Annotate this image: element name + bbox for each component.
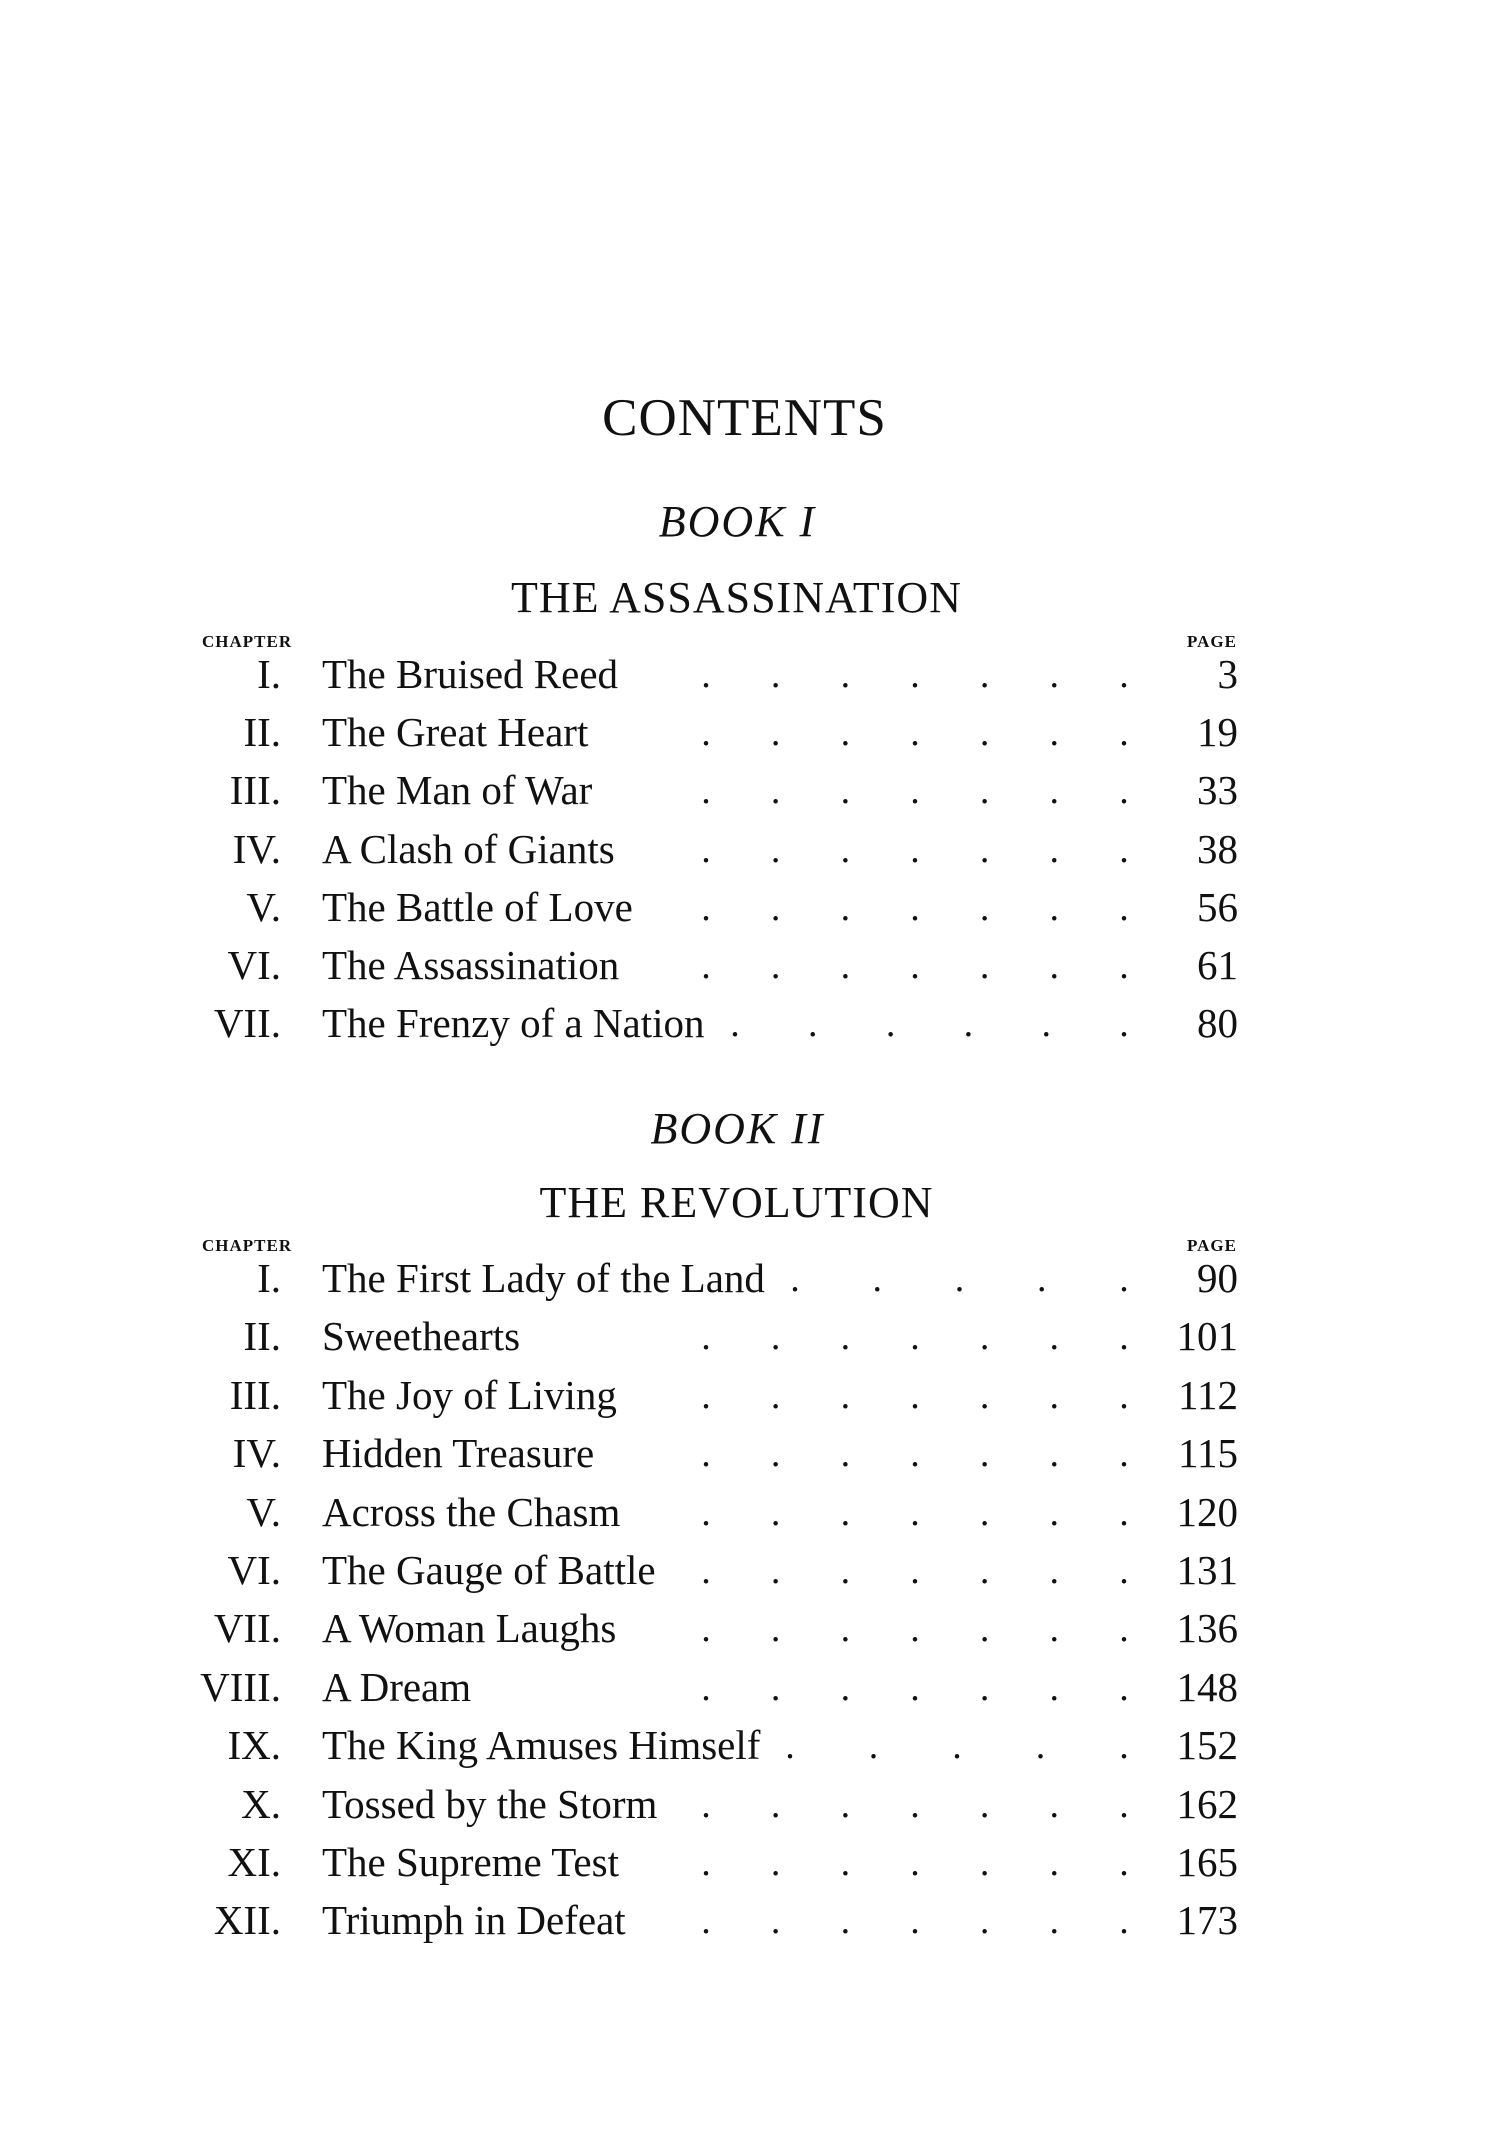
- chapter-title: The Man of War: [322, 767, 593, 814]
- page-number: 101: [1176, 1313, 1238, 1360]
- chapter-numeral: III.: [229, 1371, 281, 1418]
- chapter-title: A Woman Laughs: [322, 1605, 617, 1652]
- chapter-title: The Joy of Living: [322, 1371, 617, 1418]
- book-2-subtitle: THE REVOLUTION: [539, 1178, 934, 1227]
- toc-row: [0, 1488, 1497, 1546]
- chapter-numeral: IX.: [227, 1722, 281, 1769]
- dot-leaders: . . . . . . .: [701, 1374, 1129, 1417]
- chapter-title: Tossed by the Storm: [322, 1780, 658, 1827]
- dot-leaders: . . . . . . .: [701, 712, 1129, 755]
- toc-row: [0, 1312, 1497, 1370]
- chapter-title: The First Lady of the Land: [322, 1255, 765, 1301]
- dot-leaders: . . . . . . .: [701, 654, 1129, 696]
- toc-row: [0, 1254, 1497, 1312]
- toc-row: [0, 1663, 1497, 1721]
- dot-leaders: . . . . . . .: [701, 828, 1129, 871]
- page-number: 56: [1197, 883, 1238, 930]
- toc-row: [0, 883, 1497, 941]
- chapter-title: The Gauge of Battle: [322, 1547, 656, 1593]
- dot-leaders: . . . . . .: [730, 1003, 1129, 1046]
- toc-row: [0, 1896, 1497, 1954]
- page-number: 112: [1178, 1371, 1238, 1418]
- toc-row: [0, 1546, 1497, 1604]
- page-number: 136: [1176, 1605, 1238, 1652]
- dot-leaders: . . . . . . .: [701, 1316, 1129, 1359]
- toc-row: [0, 766, 1497, 824]
- chapter-numeral: XII.: [213, 1897, 281, 1944]
- chapter-numeral: II.: [243, 709, 281, 756]
- chapter-numeral: III.: [229, 767, 281, 814]
- toc-row: [0, 1604, 1497, 1662]
- page-number: 162: [1176, 1780, 1238, 1827]
- chapter-title: The Assassination: [322, 942, 620, 988]
- page-number: 80: [1197, 1000, 1238, 1047]
- page-number: 131: [1176, 1547, 1238, 1593]
- chapter-numeral: VII.: [213, 1000, 281, 1047]
- chapter-numeral: II.: [243, 1313, 281, 1360]
- page-number: 19: [1197, 709, 1238, 756]
- page-number: 3: [1217, 651, 1238, 697]
- page-number: 38: [1197, 825, 1238, 872]
- page-number: 173: [1176, 1897, 1238, 1944]
- dot-leaders: . . . . . . .: [701, 886, 1129, 929]
- page-number: 90: [1197, 1255, 1238, 1301]
- contents-title: CONTENTS: [602, 389, 887, 447]
- toc-row: [0, 825, 1497, 883]
- chapter-numeral: V.: [246, 1488, 281, 1535]
- chapter-numeral: VI.: [227, 942, 281, 988]
- book-1-subtitle: THE ASSASSINATION: [511, 573, 962, 622]
- toc-row: [0, 1780, 1497, 1838]
- chapter-numeral: I.: [257, 1255, 281, 1301]
- chapter-numeral: I.: [257, 651, 281, 697]
- chapter-numeral: IV.: [232, 825, 281, 872]
- chapter-numeral: VII.: [213, 1605, 281, 1652]
- page-number: 165: [1176, 1839, 1238, 1885]
- dot-leaders: . . . . . . .: [701, 945, 1129, 987]
- dot-leaders: . . . . . . .: [701, 1783, 1129, 1826]
- page-number: 61: [1197, 942, 1238, 988]
- dot-leaders: . . . . . . .: [701, 1900, 1129, 1943]
- dot-leaders: . . . . .: [785, 1725, 1129, 1768]
- toc-row: [0, 1429, 1497, 1487]
- toc-row: [0, 1371, 1497, 1429]
- chapter-title: A Clash of Giants: [322, 825, 615, 872]
- page-number: 120: [1176, 1488, 1238, 1535]
- chapter-title: The Supreme Test: [322, 1839, 619, 1885]
- page-column-label: PAGE: [1187, 1236, 1237, 1255]
- chapter-title: A Dream: [322, 1663, 472, 1710]
- dot-leaders: . . . . .: [790, 1258, 1129, 1300]
- book-1-heading: BOOK I: [658, 497, 817, 546]
- chapter-title: The Great Heart: [322, 709, 589, 756]
- dot-leaders: . . . . . . .: [701, 770, 1129, 813]
- chapter-title: The Frenzy of a Nation: [322, 1000, 705, 1047]
- page-number: 148: [1176, 1663, 1238, 1710]
- dot-leaders: . . . . . . .: [701, 1666, 1129, 1709]
- chapter-title: Triumph in Defeat: [322, 1897, 626, 1944]
- chapter-numeral: IV.: [232, 1430, 281, 1477]
- toc-row: [0, 1721, 1497, 1779]
- page-number: 152: [1176, 1722, 1238, 1769]
- dot-leaders: . . . . . . .: [701, 1842, 1129, 1884]
- chapter-title: Hidden Treasure: [322, 1430, 595, 1477]
- dot-leaders: . . . . . . .: [701, 1608, 1129, 1651]
- page-number: 33: [1197, 767, 1238, 814]
- chapter-title: The King Amuses Himself: [322, 1722, 761, 1769]
- chapter-numeral: X.: [241, 1780, 281, 1827]
- page-column-label: PAGE: [1187, 632, 1237, 651]
- page-number: 115: [1178, 1430, 1238, 1477]
- chapter-numeral: V.: [246, 883, 281, 930]
- chapter-title: Across the Chasm: [322, 1488, 621, 1535]
- toc-row: [0, 650, 1497, 708]
- toc-row: [0, 941, 1497, 999]
- chapter-title: Sweethearts: [322, 1313, 521, 1360]
- dot-leaders: . . . . . . .: [701, 1491, 1129, 1534]
- chapter-title: The Bruised Reed: [322, 651, 619, 697]
- chapter-title: The Battle of Love: [322, 883, 633, 930]
- chapter-numeral: VI.: [227, 1547, 281, 1593]
- chapter-column-label: CHAPTER: [202, 632, 293, 651]
- toc-row: [0, 1838, 1497, 1896]
- toc-row: [0, 708, 1497, 766]
- book-2-heading: BOOK II: [650, 1104, 825, 1153]
- chapter-numeral: XI.: [227, 1839, 281, 1885]
- chapter-numeral: VIII.: [200, 1663, 281, 1710]
- dot-leaders: . . . . . . .: [701, 1550, 1129, 1592]
- chapter-column-label: CHAPTER: [202, 1236, 293, 1255]
- toc-row: [0, 999, 1497, 1057]
- dot-leaders: . . . . . . .: [701, 1433, 1129, 1476]
